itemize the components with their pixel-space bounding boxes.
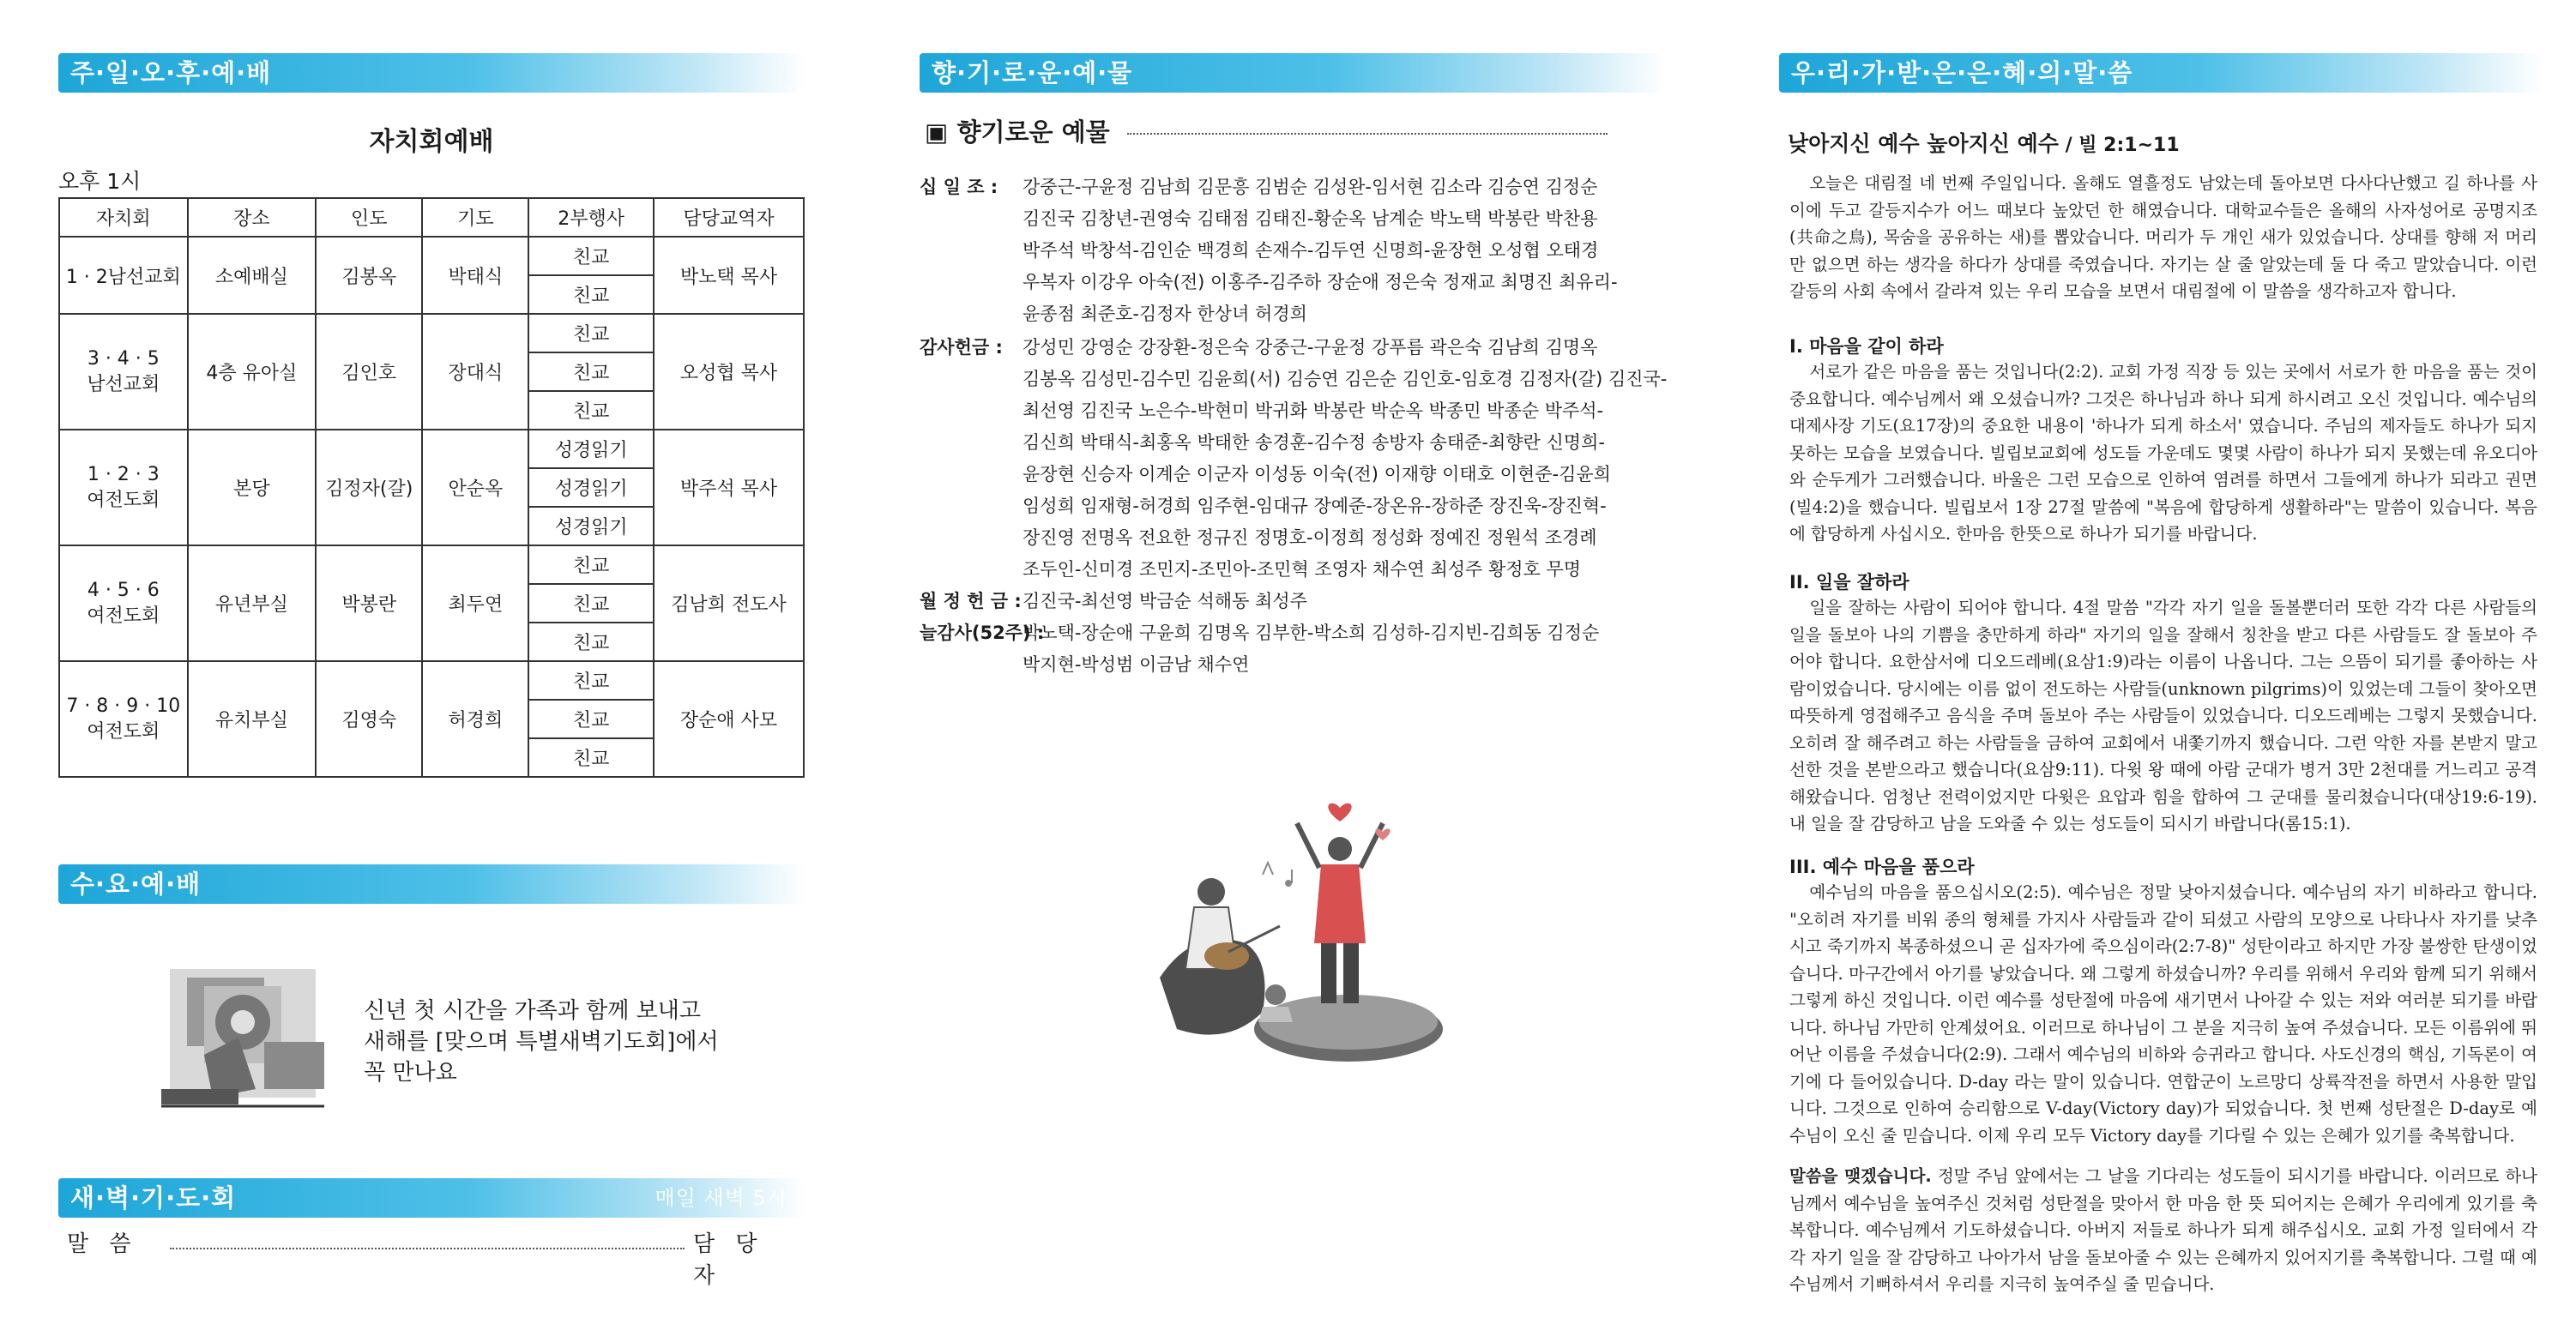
sermon-intro: 오늘은 대림절 네 번째 주일입니다. 올해도 열흘정도 남았는데 돌아보면 다사다난했고 길 하나를 사이에 두고 갈등지수가 어느 때보다 높았던 한 해였습니다. 대학교수들은 올해의 사자성어로 공명지조(共命之鳥), 목숨을 공유하는 새)를 뽑았습니다. 머리가 두 개인 새가 있었습니다. 상대를 향해 저 머리만 없으면 하는 생각을 하다가 상대를 죽였습니다. 자기는 살 줄 알았는데 둘 다 죽고 말았습니다. 이런 갈등의 사회 속에서 갈라져 있는 우리 모습을 보면서 대림절에 이 말씀을 생각하고자 합니다. [1789,173,2537,301]
dawn-prayer-bar [58,1178,805,1218]
group-name: 1 · 2 · 3 여전도회 [59,430,188,545]
group-place: 소예배실 [188,237,316,314]
group-pastor: 박노택 목사 [654,237,804,314]
group-prayer: 최두연 [422,545,528,661]
offering-label: 감사헌금 : [920,337,1003,358]
name-line: 박주석 박창석-김인순 백경희 손재수-김두연 신명희-윤장현 오성협 오태경 [1023,240,1599,261]
group-event: 친교 [528,545,654,584]
offering-names [1023,617,1674,681]
group-event: 친교 [528,352,654,391]
name-line: 김진국 김창년-권영숙 김태점 김태진-황순옥 남계순 박노택 박봉란 박찬용 [1023,208,1598,229]
header-cell: 기도 [422,198,528,237]
sermon-closing [1789,1163,2537,1298]
sermon-title-text: 낮아지신 예수 높아지신 예수 [1788,131,2059,156]
sunday-service-bar [58,53,805,93]
group-event: 성경읽기 [528,468,654,507]
wednesday-message [364,996,719,1088]
group-place: 본당 [188,430,316,545]
group-leader: 김인호 [316,314,422,430]
name-line: 조두인-신미경 조민지-조민아-조민혁 조영자 채수연 최성주 황정호 무명 [1023,559,1582,580]
group-leader: 박봉란 [316,545,422,661]
group-pastor: 장순애 사모 [654,661,804,777]
group-event: 친교 [528,237,654,275]
offering-heading [925,113,1608,148]
group-pastor: 김남희 전도사 [654,545,804,661]
service-time: 오후 1시 [58,169,142,194]
offering-names [1023,332,1674,586]
sermon-point-2-heading: II. 일을 잘하라 [1789,572,1909,593]
offering-names [1023,172,1674,330]
table-header-row [59,198,804,237]
name-line: 우복자 이강우 아숙(전) 이홍주-김주하 장순애 정은숙 정재교 최명진 최유리- [1023,272,1618,292]
name-line: 윤종점 최준호-김정자 한상녀 허경희 [1023,304,1307,324]
offering-label: 늘감사(52주) : [920,623,1045,643]
offering-label: 십 일 조 : [920,177,998,197]
name-line: 장진영 전명옥 전요한 정규진 정명호-이정희 정성화 정예진 정원석 조경례 [1023,527,1597,548]
sermon-reference: / 빌 2:1~11 [2058,135,2180,156]
name-line: 강중근-구윤정 김남희 김문흥 김범순 김성완-임서현 김소라 김승연 김정순 [1023,177,1598,197]
group-pastor: 박주석 목사 [654,430,804,545]
group-pastor: 오성협 목사 [654,314,804,430]
sunday-service-title: 주·일·오·후·예·배 [70,58,272,87]
group-event: 친교 [528,275,654,314]
group-name: 7 · 8 · 9 · 10 여전도회 [59,661,188,777]
wednesday-line: 꼭 만나요 [364,1060,457,1086]
group-event: 친교 [528,314,654,352]
name-line: 김신희 박태식-최홍옥 박태한 송경훈-김수정 송방자 송태준-최향란 신명희- [1023,432,1605,453]
closing-label: 말씀을 맺겠습니다. [1789,1166,1932,1186]
group-name: 4 · 5 · 6 여전도회 [59,545,188,661]
group-event: 성경읽기 [528,430,654,468]
name-line: 최선영 김진국 노은수-박현미 박귀화 박봉란 박순옥 박종민 박종순 박주석- [1023,400,1604,421]
collage-illustration [153,960,367,1132]
sermon-bar [1779,53,2543,93]
dawn-prayer-title: 새·벽·기·도·회 [70,1183,237,1213]
group-prayer: 장대식 [422,314,528,430]
name-line: 박지현-박성범 이금남 채수연 [1023,654,1250,675]
heading-dotted-line [1127,133,1608,135]
dawn-prayer-time: 매일 새벽 5시 [655,1186,787,1210]
footer-manager-label: 담 당 자 [693,1231,764,1289]
table-row [59,545,804,584]
group-event: 친교 [528,584,654,623]
name-line: 김진국-최선영 박금순 석해동 최성주 [1023,591,1307,611]
sermon-point-1: 서로가 같은 마음을 품는 것입니다(2:2). 교회 가정 직장 등 있는 곳에서 서로가 한 마음을 품는 것이 중요합니다. 예수님께서 왜 오셨습니까? 그것은 하나님과 하나 되게 하시려고 오신 것입니다. 예수님의 대제사장 기도(요17장)의 중요한 내용이 '하나가 되게 하소서' 였습니다. 주님의 제자들도 하나가 되지 못하는 모습을 보였습니다. 빌립보교회에 성도들 가운데도 몇몇 사람이 하나가 되지 못했는데 유오디아와 순두게가 그러했습니다. 바울은 그런 모습으로 인하여 염려를 하면서 그들에게 하나가 되라고 권면(빌4:2)을 했습니다. 빌립보서 1장 27절 말씀에 "복음에 합당하게 생활하라"는 말씀이 있습니다. 복음에 합당하게 사십시오. 한마음 한뜻으로 하나가 되기를 바랍니다. [1789,362,2537,544]
name-line: 윤장현 신승자 이계순 이군자 이성동 이숙(전) 이재향 이태호 이현준-김윤희 [1023,464,1611,484]
group-place: 유년부실 [188,545,316,661]
table-row [59,314,804,352]
group-place: 유치부실 [188,661,316,777]
table-row [59,237,804,275]
sermon-point-3: 예수님의 마음을 품으십시오(2:5). 예수님은 정말 낮아지셨습니다. 예수님의 자기 비하라고 합니다. "오히려 자기를 비워 종의 형체를 가지사 사람들과 같이 되셨고 사람의 모양으로 나타나사 자기를 낮추시고 죽기까지 복종하셨으니 곧 십자가에 죽으심이라(2:7-8)" 성탄이라고 하지만 가장 불쌍한 탄생이었습니다. 마구간에서 아기를 낳았습니다. 왜 그렇게 하셨습니까? 우리를 위해서 우리와 함께 되기 위해서 그렇게 하신 것입니다. 이런 예수를 성탄절에 마음에 새기면서 나아갈 수 있는 저와 여러분 되기를 바랍니다. 하나님 가만히 안계셨어요. 이러므로 하나님이 그 분을 지극히 높여 주셨습니다. 모든 이름위에 뛰어난 이름을 주셨습니다(2:9). 그래서 예수님의 비하와 승귀라고 합니다. 사도신경의 핵심, 기독론이 여기에 다 들어있습니다. D-day 라는 말이 있습니다. 연합군이 노르망디 상륙작전을 하면서 사용한 말입니다. 그것으로 인하여 승리함으로 V-day(Victory day)가 되었습니다. 첫 번째 성탄절은 D-day로 예수님이 오신 줄 믿습니다. 이제 우리 모두 Victory day를 기다릴 수 있는 은혜가 있기를 축복합니다. [1789,882,2537,1146]
name-line: 김봉옥 김성민-김수민 김윤희(서) 김승연 김은순 김인호-임호경 김정자(갈) 김진국- [1023,369,1668,389]
group-prayer: 박태식 [422,237,528,314]
group-name: 1 · 2남선교회 [59,237,188,314]
sermon-point-3-heading: III. 예수 마음을 품으라 [1789,857,1975,877]
sermon-title [1788,127,2180,158]
square-icon: ▣ [925,117,949,147]
name-line: 박노택-장순애 구윤희 김명옥 김부한-박소희 김성하-김지빈-김희동 김정순 [1023,623,1600,643]
group-name: 3 · 4 · 5 남선교회 [59,314,188,430]
offering-label: 월 정 헌 금 : [920,591,1022,611]
table-row [59,661,804,700]
header-cell: 장소 [188,198,316,237]
offering-names [1023,586,1674,617]
group-event: 친교 [528,623,654,661]
wednesday-line: 새해를 [맞으며 특별새벽기도회]에서 [364,1029,719,1055]
sermon-point-1-heading: I. 마음을 같이 하라 [1789,336,1944,357]
group-event: 친교 [528,700,654,738]
wednesday-line: 신년 첫 시간을 가족과 함께 보내고 [364,998,701,1024]
table-row [59,430,804,468]
group-prayer: 안순옥 [422,430,528,545]
offering-bar [920,53,1666,93]
wednesday-service-title: 수·요·예·배 [70,870,202,899]
group-place: 4층 유아실 [188,314,316,430]
group-leader: 김봉옥 [316,237,422,314]
footer-dotted-line [170,1248,685,1249]
offering-heading-text: 향기로운 예물 [956,117,1110,147]
group-leader: 김정자(갈) [316,430,422,545]
offering-bar-title: 향·기·로·운·예·물 [932,58,1133,87]
header-cell: 2부행사 [528,198,654,237]
group-leader: 김영숙 [316,661,422,777]
group-event: 성경읽기 [528,507,654,545]
sermon-point-2: 일을 잘하는 사람이 되어야 합니다. 4절 말씀 "각각 자기 일을 돌볼뿐더러 또한 각각 다른 사람들의 일을 돌보아 나의 기쁨을 충만하게 하라" 자기의 일을 잘해서 칭찬을 받고 다른 사람들도 잘 돌보아 주어야 합니다. 요한삼서에 디오드레베(요삼1:9)라는 이름이 나옵니다. 그는 으뜸이 되기를 좋아하는 사람이었습니다. 당시에는 이름 없이 전도하는 사람들(unknown pilgrims)이 있었는데 그들이 찾아오면 따뜻하게 영접해주고 음식을 주며 돌보아 주는 사람들이 있었습니다. 디오드레베는 그렇지 못했습니다. 오히려 잘 해주려고 하는 사람들을 금하여 교회에서 내쫓기까지 했습니다. 그런 악한 자를 본받지 말고 선한 것을 본받으라고 했습니다(요삼9:11). 다윗 왕 때에 아람 군대가 병거 3만 2천대를 거느리고 공격해왔습니다. 엄청난 전력이었지만 다윗은 요압과 힘을 합하여 그 군대를 물리쳤습니다(대상19:6-19). 내 일을 잘 감당하고 남을 도와줄 수 있는 성도들이 되시기 바랍니다(롬15:1). [1789,598,2537,834]
group-prayer: 허경희 [422,661,528,777]
wednesday-service-bar [58,864,805,904]
group-event: 친교 [528,738,654,777]
closing-text: 정말 주님 앞에서는 그 날을 기다리는 성도들이 되시기를 바랍니다. 이러므로 하나님께서 예수님을 높여주신 것처럼 성탄절을 맞아서 한 마음 한 뜻 되어지는 은혜가 우리에게 있기를 축복합니다. 예수님께서 기도하셨습니다. 아버지 저들로 하나가 되게 해주십시오. 교회 가정 일터에서 각각 자기 일을 잘 감당하고 나아가서 남을 돌보아줄 수 있는 은혜까지 있어지기를 축복합니다. 그럴 때 예수님께서 기뻐하셔서 우리를 지극히 높여주실 줄 믿습니다. [1789,1166,2537,1294]
sermon-bar-title: 우·리·가·받·은·은·혜·의·말·씀 [1791,58,2133,87]
self-gov-service-title: 자치회예배 [369,127,494,157]
footer-sermon-label: 말 씀 [67,1231,138,1257]
header-cell: 인도 [316,198,422,237]
name-line: 임성희 임재형-허경희 임주현-임대규 장예준-장온유-장하준 장진욱-장진혁- [1023,496,1607,516]
group-event: 친교 [528,391,654,430]
schedule-table [58,197,805,778]
name-line: 강성민 강영순 강장환-정은숙 강중근-구윤정 강푸름 곽은숙 김남희 김명옥 [1023,337,1598,358]
worship-illustration [1125,797,1486,1072]
group-event: 친교 [528,661,654,700]
header-cell: 자치회 [59,198,188,237]
header-cell: 담당교역자 [654,198,804,237]
